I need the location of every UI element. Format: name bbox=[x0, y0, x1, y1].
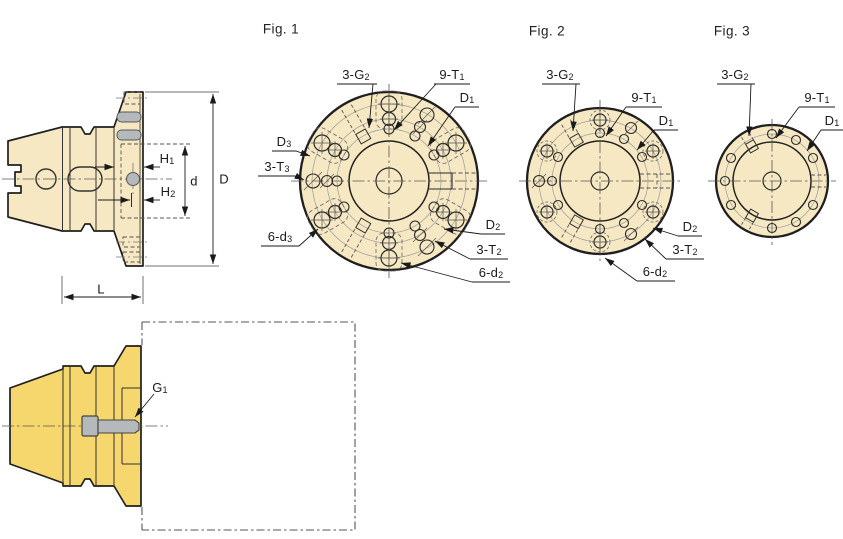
bottom-view-drawing bbox=[2, 322, 355, 530]
fig1-label-3-t3 bbox=[264, 160, 289, 174]
label-text: 3-T bbox=[264, 159, 285, 174]
label-text: D bbox=[682, 219, 693, 234]
fig3-label-d1 bbox=[825, 114, 840, 128]
fig1-label-6-d2 bbox=[479, 266, 504, 280]
label-text: G bbox=[152, 380, 163, 395]
spindle-outline bbox=[142, 322, 355, 530]
fig1-label-d3 bbox=[277, 135, 292, 149]
fig1-title: Fig. 1 bbox=[262, 21, 300, 37]
label-subscript: 1 bbox=[651, 95, 657, 105]
label-text: D bbox=[485, 217, 496, 232]
label-text: H bbox=[159, 151, 170, 166]
fig2-label-6-d2 bbox=[643, 265, 668, 279]
fig2-label-9-t1 bbox=[631, 91, 656, 105]
flange-stud bbox=[117, 112, 141, 122]
flange-stud bbox=[117, 130, 141, 140]
label-text: 9-T bbox=[804, 90, 825, 105]
dim-label-h2 bbox=[161, 185, 176, 199]
label-text: 3-T bbox=[672, 242, 693, 257]
label-text: 9-T bbox=[439, 67, 460, 82]
label-text: 6-d bbox=[642, 264, 663, 279]
label-subscript: 2 bbox=[568, 72, 574, 82]
label-text: 3-G bbox=[546, 67, 569, 82]
fig3-label-9-t1 bbox=[804, 91, 829, 105]
label-text: D bbox=[824, 113, 835, 128]
label-text: 6-d bbox=[478, 265, 499, 280]
label-subscript: 1 bbox=[668, 118, 674, 128]
label-text: 3-T bbox=[476, 242, 497, 257]
fig3-drawing bbox=[708, 84, 843, 245]
bolt-head bbox=[82, 416, 98, 436]
label-subscript: 1 bbox=[834, 118, 840, 128]
label-subscript: 2 bbox=[496, 247, 502, 257]
fig1-label-9-t1 bbox=[439, 68, 464, 82]
dim-label-d bbox=[190, 175, 197, 188]
fig1-label-3-g2 bbox=[342, 68, 370, 82]
side-view-drawing bbox=[2, 92, 219, 304]
label-subscript: 3 bbox=[287, 234, 293, 244]
label-subscript: 3 bbox=[286, 139, 292, 149]
label-subscript: 2 bbox=[170, 189, 176, 199]
label-subscript: 2 bbox=[692, 224, 698, 234]
dim-label-h1 bbox=[160, 152, 175, 166]
fig1-drawing bbox=[258, 84, 510, 282]
label-text: D bbox=[658, 113, 669, 128]
label-text: 9-T bbox=[631, 90, 652, 105]
bolt-shaft bbox=[98, 420, 139, 433]
label-text: H bbox=[160, 184, 171, 199]
label-subscript: 2 bbox=[692, 247, 698, 257]
fig2-title: Fig. 2 bbox=[528, 23, 566, 39]
fig1-label-d2 bbox=[486, 218, 501, 232]
fig1-label-6-d3 bbox=[268, 230, 293, 244]
fig1-label-3-t2 bbox=[476, 243, 501, 257]
dim-label-big-d bbox=[219, 173, 229, 186]
fig2-label-d1 bbox=[659, 114, 674, 128]
bolt-circle-hole bbox=[127, 173, 140, 186]
fig3-title: Fig. 3 bbox=[713, 23, 751, 39]
label-subscript: 2 bbox=[364, 72, 370, 82]
dim-label-l bbox=[97, 283, 104, 296]
fig2-label-3-t2 bbox=[672, 243, 697, 257]
label-subscript: 1 bbox=[162, 385, 168, 395]
label-subscript: 1 bbox=[459, 72, 465, 82]
label-subscript: 1 bbox=[824, 95, 830, 105]
label-text: 3-G bbox=[721, 67, 744, 82]
label-text: D bbox=[276, 134, 287, 149]
label-subscript: 1 bbox=[169, 156, 175, 166]
label-text: L bbox=[97, 281, 105, 297]
label-text: 3-G bbox=[342, 67, 365, 82]
label-text: 6-d bbox=[267, 229, 288, 244]
label-text: d bbox=[190, 173, 198, 189]
fig3-label-3-g2 bbox=[721, 68, 749, 82]
fig1-label-d1 bbox=[460, 91, 475, 105]
label-subscript: 2 bbox=[495, 222, 501, 232]
label-subscript: 2 bbox=[662, 269, 668, 279]
dim-label-g1 bbox=[152, 381, 168, 395]
fig2-label-d2 bbox=[683, 220, 698, 234]
label-text: D bbox=[219, 171, 229, 187]
label-text: D bbox=[459, 90, 470, 105]
label-subscript: 2 bbox=[498, 270, 504, 280]
fig2-label-3-g2 bbox=[546, 68, 574, 82]
label-subscript: 1 bbox=[469, 95, 475, 105]
label-subscript: 3 bbox=[284, 164, 290, 174]
label-subscript: 2 bbox=[743, 72, 749, 82]
